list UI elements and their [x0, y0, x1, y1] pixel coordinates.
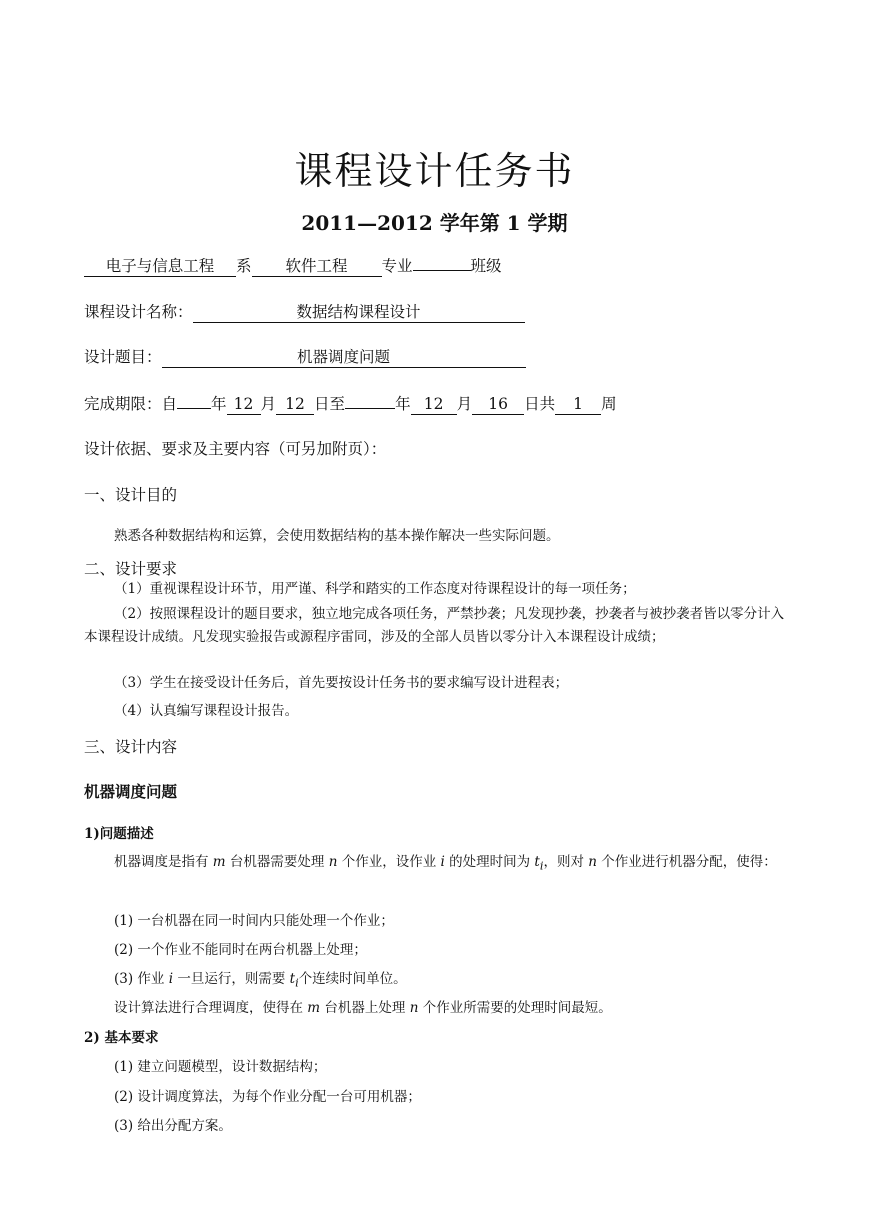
var-m: m: [212, 854, 226, 870]
end-day-field[interactable]: 16: [472, 395, 524, 415]
goal-paragraph: 设计算法进行合理调度，使得在 m 台机器上处理 n 个作业所需要的处理时间最短。: [114, 1000, 612, 1016]
to-label: 日至: [314, 395, 346, 413]
end-year-field[interactable]: [345, 408, 395, 409]
end-month-field[interactable]: 12: [411, 395, 457, 415]
weeks-field[interactable]: 1: [555, 395, 601, 415]
year-label: 年: [395, 395, 411, 413]
constraint-item: (2) 一个作业不能同时在两台机器上处理；: [114, 942, 367, 958]
section1-heading: 一、设计目的: [84, 486, 178, 504]
topic-line: [84, 345, 526, 368]
department-field[interactable]: 电子与信息工程: [84, 257, 236, 277]
var-i: i: [440, 854, 445, 870]
page-title: 课程设计任务书: [294, 149, 575, 193]
problem-desc-heading: 1)问题描述: [84, 826, 154, 842]
start-month-field[interactable]: 12: [227, 395, 261, 415]
requirement-item: （3）学生在接受设计任务后，首先要按设计任务书的要求编写设计进程表；: [114, 675, 569, 691]
constraint-item: (3) 作业 i 一旦运行，则需要 $t_i$个连续时间单位。: [114, 971, 407, 990]
basic-req-item: (1) 建立问题模型，设计数据结构；: [114, 1059, 327, 1075]
period-label: 完成期限：自: [84, 395, 178, 413]
requirement-item: （4）认真编写课程设计报告。: [114, 703, 299, 719]
month-label: 月: [456, 395, 473, 413]
problem-desc-paragraph: 机器调度是指有 m 台机器需要处理 n 个作业，设作业 i 的处理时间为 $t_i$，则对 n 个作业进行机器分配，使得：: [114, 854, 777, 873]
basic-req-item: (3) 给出分配方案。: [114, 1118, 232, 1134]
class-field[interactable]: [413, 270, 471, 271]
section3-heading: 三、设计内容: [84, 738, 178, 756]
constraint-item: (1) 一台机器在同一时间内只能处理一个作业；: [114, 913, 394, 929]
course-name-field[interactable]: 数据结构课程设计: [193, 303, 525, 323]
topic-field[interactable]: 机器调度问题: [162, 348, 526, 368]
basis-heading: 设计依据、要求及主要内容（可另加附页）：: [84, 440, 387, 458]
start-day-field[interactable]: 12: [276, 395, 314, 415]
major-suffix: 专业: [381, 257, 413, 275]
semester-subtitle: 2011—2012 学年第 1 学期: [301, 211, 568, 235]
basic-req-heading: 2) 基本要求: [84, 1030, 159, 1046]
year-label: 年: [211, 395, 227, 413]
section1-text: 熟悉各种数据结构和运算，会使用数据结构的基本操作解决一些实际问题。: [114, 528, 560, 544]
requirement-item: （1）重视课程设计环节，用严谨、科学和踏实的工作态度对待课程设计的每一项任务；: [114, 581, 636, 597]
class-suffix: 班级: [470, 257, 502, 275]
section2-heading: 二、设计要求: [84, 560, 178, 578]
basic-req-item: (2) 设计调度算法，为每个作业分配一台可用机器；: [114, 1089, 421, 1105]
weeks-label: 周: [601, 395, 617, 413]
start-year-field[interactable]: [177, 408, 211, 409]
course-name-line: [84, 300, 525, 323]
var-n: n: [328, 854, 338, 870]
course-name-label: 课程设计名称：: [84, 303, 193, 321]
var-ti: t: [534, 854, 540, 870]
requirement-item: （2）按照课程设计的题目要求，独立地完成各项任务，严禁抄袭；凡发现抄袭，抄袭者与被抄袭者皆以零分计入本课程设计成绩。凡发现实验报告或源程序雷同，涉及的全部人员皆以零分计入本课程设计成绩；: [84, 606, 785, 645]
month-label: 月: [260, 395, 277, 413]
period-line: [84, 392, 617, 415]
topic-label: 设计题目：: [84, 348, 162, 366]
dept-suffix: 系: [236, 257, 252, 275]
dept-line: [84, 254, 502, 277]
problem-title: 机器调度问题: [84, 783, 178, 801]
major-field[interactable]: 软件工程: [252, 257, 382, 277]
total-label: 日共: [524, 395, 556, 413]
